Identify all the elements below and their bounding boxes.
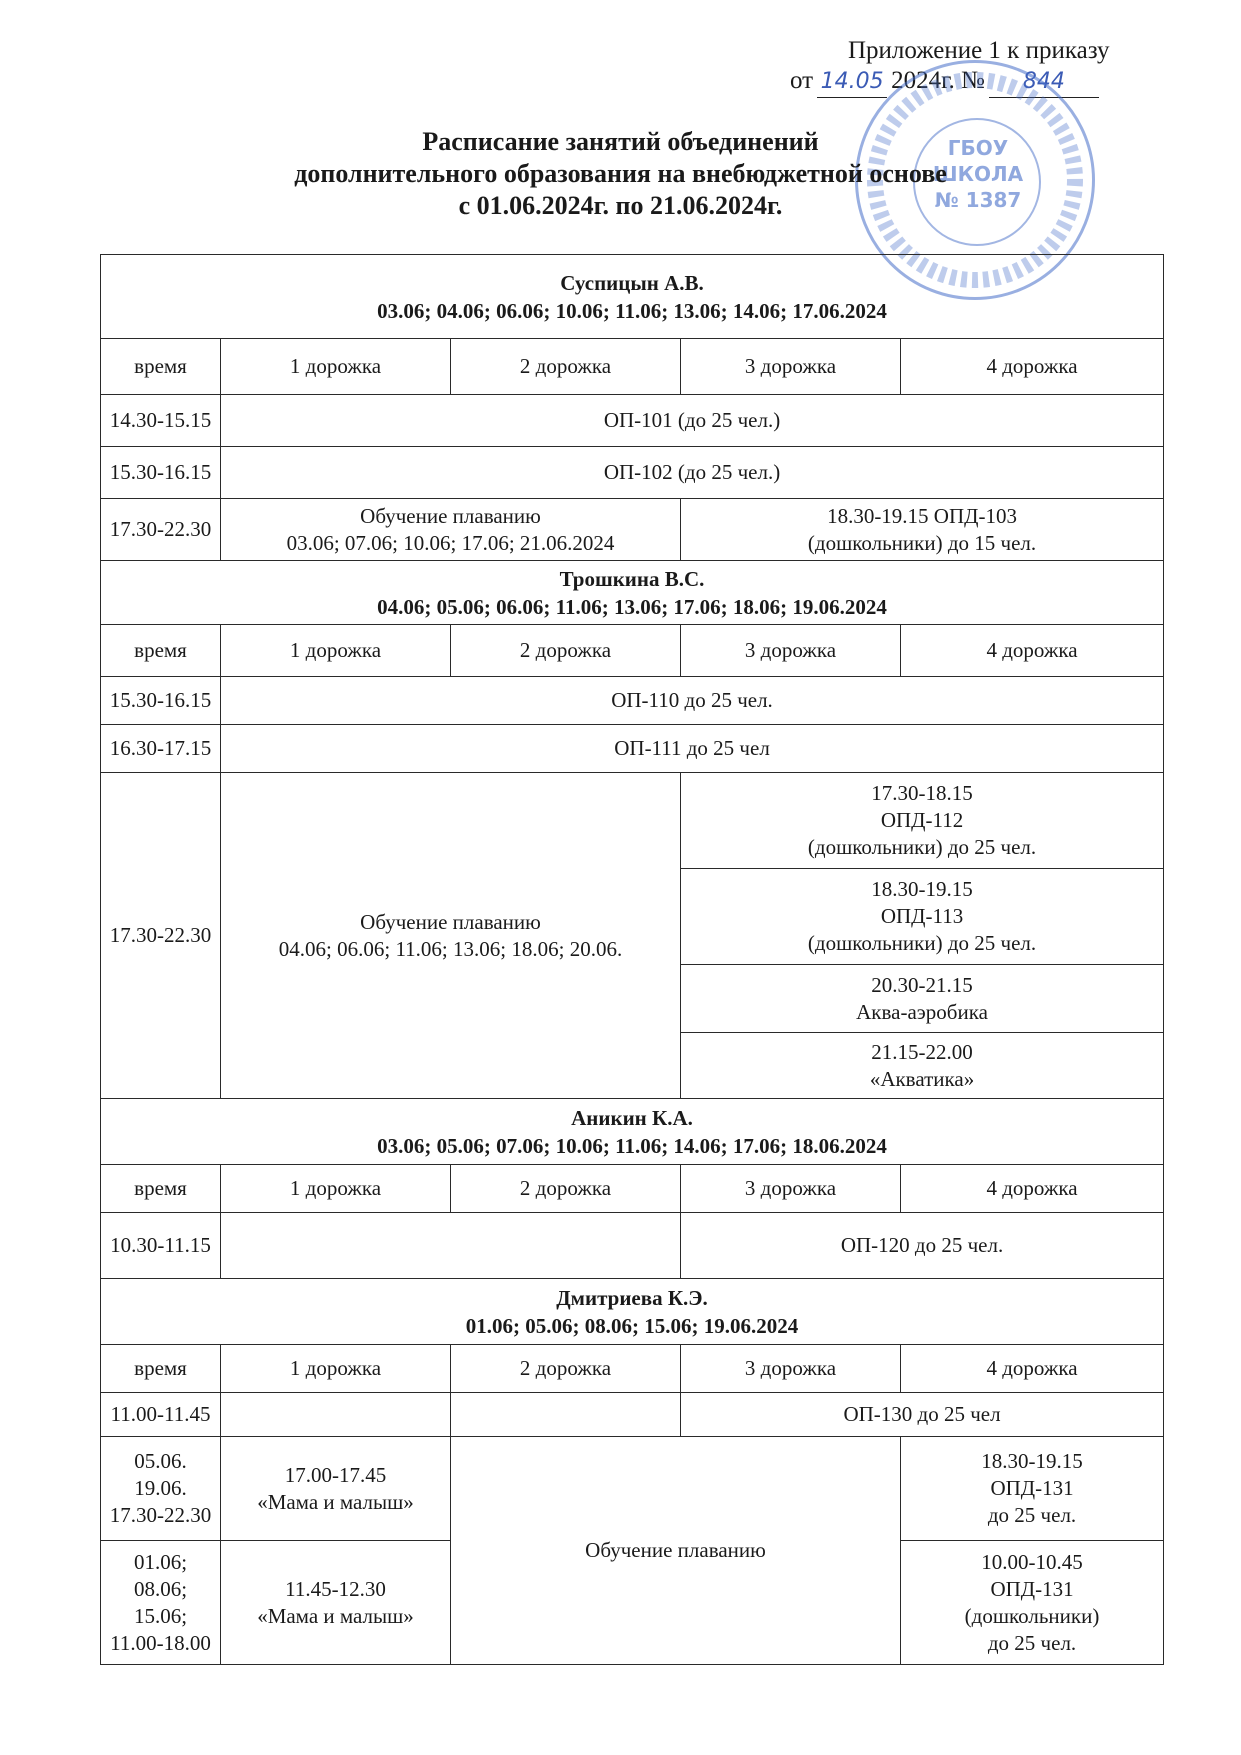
time-cell: 15.30-16.15 <box>101 677 221 725</box>
title-line-1: Расписание занятий объединений <box>422 127 819 156</box>
session-cell: Обучение плаванию <box>451 1437 901 1665</box>
appendix-year: 2024г. № <box>891 67 985 94</box>
section-header <box>101 561 1164 625</box>
column-header-row <box>101 1345 1164 1393</box>
time-cell: 14.30-15.15 <box>101 395 221 447</box>
time-cell: 05.06. 19.06. 17.30-22.30 <box>101 1437 221 1541</box>
session-cell: ОП-101 (до 25 чел.) <box>221 395 1164 447</box>
col-lane-2: 2 дорожка <box>451 339 681 395</box>
session-cell: 10.00-10.45 ОПД-131 (дошкольники) до 25 чел. <box>901 1541 1164 1665</box>
col-time: время <box>101 339 221 395</box>
column-header-row <box>101 339 1164 395</box>
col-lane-4: 4 дорожка <box>901 339 1164 395</box>
group-cell: 18.30-19.15 ОПД-113 (дошкольники) до 25 чел. <box>681 869 1164 965</box>
table-row <box>101 677 1164 725</box>
instructor-name: Трошкина В.С. <box>559 566 705 591</box>
instructor-dates: 01.06; 05.06; 08.06; 15.06; 19.06.2024 <box>465 1313 799 1338</box>
session-cell: 17.00-17.45 «Мама и малыш» <box>221 1437 451 1541</box>
stamp-text: ГБОУ ШКОЛА № 1387 <box>932 136 1024 212</box>
time-cell: 10.30-11.15 <box>101 1213 221 1279</box>
appendix-from: от <box>790 67 814 94</box>
col-lane-3: 3 дорожка <box>681 625 901 677</box>
col-time: время <box>101 1165 221 1213</box>
table-row <box>101 447 1164 499</box>
time-cell: 16.30-17.15 <box>101 725 221 773</box>
instructor-name: Дмитриева К.Э. <box>556 1285 708 1310</box>
col-lane-1: 1 дорожка <box>221 1165 451 1213</box>
section-header <box>101 255 1164 339</box>
col-lane-2: 2 дорожка <box>451 1165 681 1213</box>
instructor-dates: 03.06; 04.06; 06.06; 10.06; 11.06; 13.06; 14.06; 17.06.2024 <box>377 298 887 323</box>
instructor-dates: 04.06; 05.06; 06.06; 11.06; 13.06; 17.06; 18.06; 19.06.2024 <box>377 594 887 619</box>
table-row <box>101 395 1164 447</box>
title-line-3: с 01.06.2024г. по 21.06.2024г. <box>458 191 783 220</box>
empty-cell <box>451 1393 681 1437</box>
schedule-table <box>100 254 1164 1665</box>
col-lane-4: 4 дорожка <box>901 1345 1164 1393</box>
col-lane-4: 4 дорожка <box>901 1165 1164 1213</box>
appendix-number-handwritten: 844 <box>989 67 1099 98</box>
col-lane-1: 1 дорожка <box>221 339 451 395</box>
table-row <box>101 1393 1164 1437</box>
session-cell: ОП-130 до 25 чел <box>681 1393 1164 1437</box>
col-lane-3: 3 дорожка <box>681 339 901 395</box>
session-cell: 18.30-19.15 ОПД-131 до 25 чел. <box>901 1437 1164 1541</box>
time-cell: 11.00-11.45 <box>101 1393 221 1437</box>
time-cell: 15.30-16.15 <box>101 447 221 499</box>
group-cell: 21.15-22.00 «Акватика» <box>681 1033 1164 1099</box>
col-lane-3: 3 дорожка <box>681 1165 901 1213</box>
session-cell: ОП-110 до 25 чел. <box>221 677 1164 725</box>
col-lane-2: 2 дорожка <box>451 625 681 677</box>
col-lane-1: 1 дорожка <box>221 625 451 677</box>
session-cell: ОП-111 до 25 чел <box>221 725 1164 773</box>
session-cell: 18.30-19.15 ОПД-103 (дошкольники) до 15 чел. <box>681 499 1164 561</box>
column-header-row <box>101 1165 1164 1213</box>
session-cell: ОП-120 до 25 чел. <box>681 1213 1164 1279</box>
group-cell: 17.30-18.15 ОПД-112 (дошкольники) до 25 чел. <box>681 773 1164 869</box>
col-lane-1: 1 дорожка <box>221 1345 451 1393</box>
page-title <box>0 126 1241 222</box>
empty-cell <box>221 1213 681 1279</box>
section-header <box>101 1279 1164 1345</box>
title-line-2: дополнительного образования на внебюджетной основе <box>294 159 947 188</box>
instructor-dates: 03.06; 05.06; 07.06; 10.06; 11.06; 14.06; 17.06; 18.06.2024 <box>377 1133 887 1158</box>
session-cell: ОП-102 (до 25 чел.) <box>221 447 1164 499</box>
col-lane-2: 2 дорожка <box>451 1345 681 1393</box>
appendix-date-handwritten: 14.05 <box>817 67 887 98</box>
table-row <box>101 1437 1164 1541</box>
table-row <box>101 499 1164 561</box>
time-cell: 17.30-22.30 <box>101 773 221 1099</box>
col-time: время <box>101 1345 221 1393</box>
session-cell: Обучение плаванию 04.06; 06.06; 11.06; 13.06; 18.06; 20.06. <box>221 773 681 1099</box>
section-header <box>101 1099 1164 1165</box>
column-header-row <box>101 625 1164 677</box>
empty-cell <box>221 1393 451 1437</box>
group-cell: 20.30-21.15 Аква-аэробика <box>681 965 1164 1033</box>
col-lane-3: 3 дорожка <box>681 1345 901 1393</box>
instructor-name: Аникин К.А. <box>571 1105 693 1130</box>
table-row <box>101 725 1164 773</box>
col-lane-4: 4 дорожка <box>901 625 1164 677</box>
time-cell: 01.06; 08.06; 15.06; 11.00-18.00 <box>101 1541 221 1665</box>
col-time: время <box>101 625 221 677</box>
appendix-title: Приложение 1 к приказу <box>848 37 1110 64</box>
table-row <box>101 773 1164 869</box>
session-cell: Обучение плаванию 03.06; 07.06; 10.06; 17.06; 21.06.2024 <box>221 499 681 561</box>
table-row <box>101 1213 1164 1279</box>
instructor-name: Суспицын А.В. <box>560 270 704 295</box>
time-cell: 17.30-22.30 <box>101 499 221 561</box>
session-cell: 11.45-12.30 «Мама и малыш» <box>221 1541 451 1665</box>
